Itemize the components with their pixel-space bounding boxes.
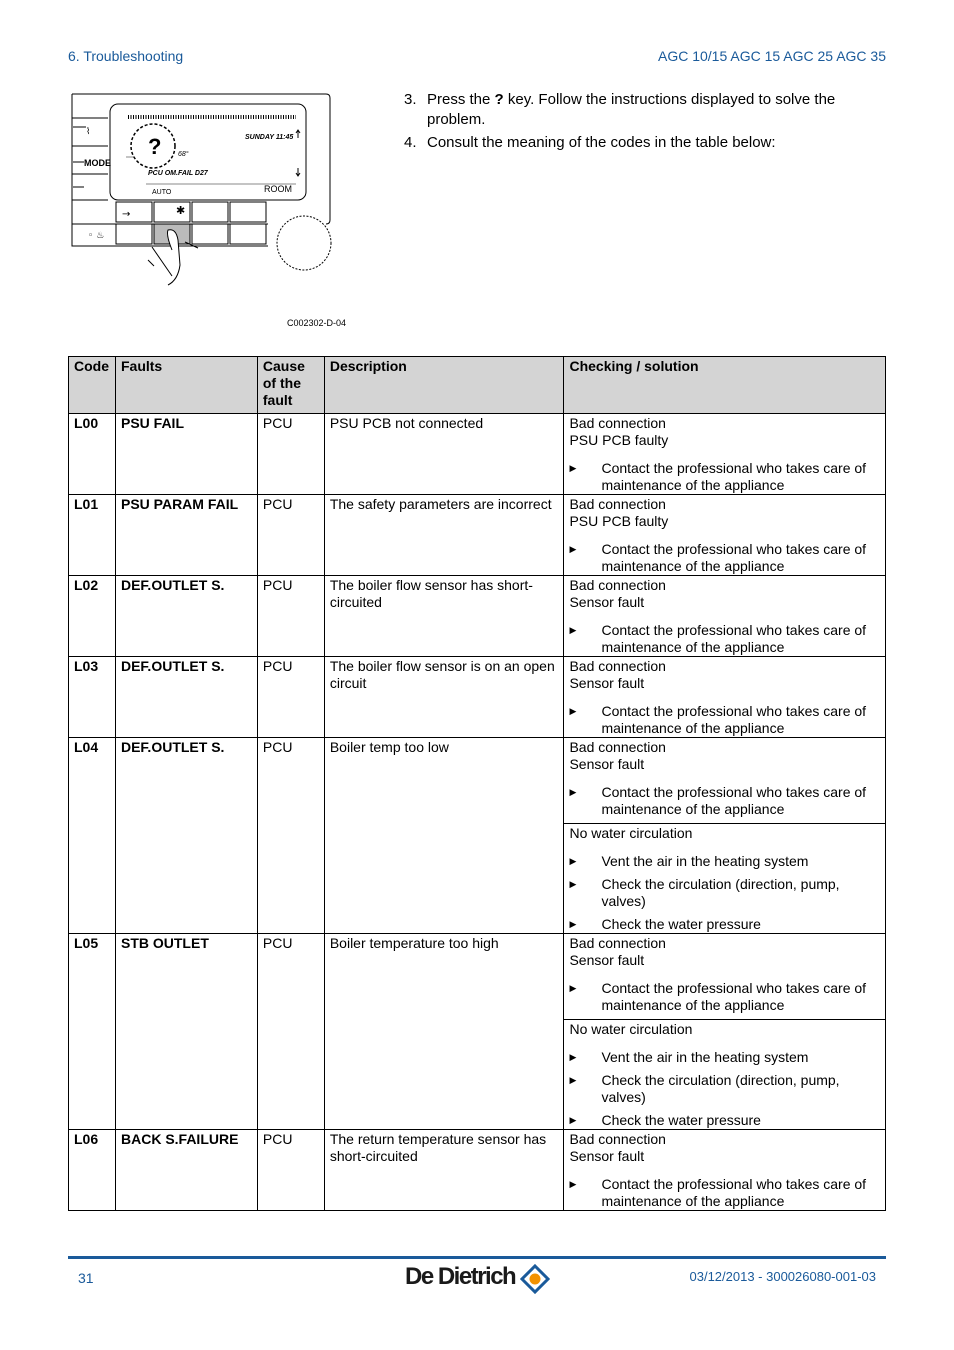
- fault-description: The boiler flow sensor has short-circuited: [324, 576, 564, 657]
- solution-block: [569, 739, 880, 818]
- chimney-sweep-icon: ◦ ♨: [88, 231, 105, 241]
- fault-cause: PCU: [257, 576, 324, 657]
- fault-cause: PCU: [257, 1130, 324, 1211]
- solution-block: [569, 496, 880, 575]
- col-description: Description: [324, 357, 564, 414]
- fault-codes-table: [68, 356, 886, 1211]
- help-key: ?: [494, 91, 504, 108]
- display-mode-right: ROOM: [264, 184, 292, 194]
- fault-solution: [564, 657, 886, 738]
- brand-diamond-icon: [520, 1264, 550, 1294]
- display-mode-left: AUTO: [152, 189, 172, 196]
- solution-action: ▶ Check the water pressure: [569, 1112, 761, 1128]
- arrow-icon: →: [122, 209, 131, 220]
- table-row: [69, 414, 886, 495]
- solution-action: ▶ Vent the air in the heating system: [569, 1049, 809, 1065]
- fault-name: DEF.OUTLET S.: [115, 738, 257, 934]
- solution-action: ▶ Check the circulation (direction, pump, valves): [569, 1072, 840, 1105]
- bullet-triangle-icon: ▶: [569, 1115, 577, 1125]
- solution-cause: PSU PCB faulty: [569, 513, 669, 529]
- bullet-triangle-icon: ▶: [569, 706, 577, 716]
- bullet-triangle-icon: ▶: [569, 787, 577, 797]
- solution-cause: Bad connection: [569, 1131, 666, 1147]
- fault-solution: [564, 738, 886, 934]
- bullet-triangle-icon: ▶: [569, 919, 577, 929]
- solution-block: [564, 823, 885, 933]
- brand-logo: [405, 1262, 555, 1294]
- solution-cause: PSU PCB faulty: [569, 432, 669, 448]
- solution-cause: Bad connection: [569, 935, 666, 951]
- fault-cause: PCU: [257, 495, 324, 576]
- fault-solution: [564, 934, 886, 1130]
- control-panel-illustration: [68, 90, 358, 290]
- solution-cause: Bad connection: [569, 415, 666, 431]
- fault-code: L02: [69, 576, 116, 657]
- table-header-row: [69, 357, 886, 414]
- fault-description: Boiler temp too low: [324, 738, 564, 934]
- solution-block: [564, 1019, 885, 1129]
- fault-cause: PCU: [257, 738, 324, 934]
- fault-code: L01: [69, 495, 116, 576]
- step-4: 4. Consult the meaning of the codes in the table below:: [404, 134, 776, 151]
- help-sun-icon: ✱: [176, 204, 186, 217]
- bullet-triangle-icon: ▶: [569, 1075, 577, 1085]
- fault-code: L03: [69, 657, 116, 738]
- mode-button-label: MODE: [84, 158, 111, 168]
- solution-action: ▶ Contact the professional who takes care of maintenance of the appliance: [569, 703, 867, 736]
- fault-solution: [564, 1130, 886, 1211]
- solution-cause: Sensor fault: [569, 1148, 645, 1164]
- bullet-triangle-icon: ▶: [569, 1179, 577, 1189]
- fault-code: L04: [69, 738, 116, 934]
- table-row: [69, 934, 886, 1130]
- bullet-triangle-icon: ▶: [569, 856, 577, 866]
- col-faults: Faults: [115, 357, 257, 414]
- solution-action: ▶ Contact the professional who takes care of maintenance of the appliance: [569, 541, 867, 574]
- solution-block: [569, 415, 880, 494]
- fault-description: Boiler temperature too high: [324, 934, 564, 1130]
- fault-cause: PCU: [257, 934, 324, 1130]
- table-row: [69, 657, 886, 738]
- fault-cause: PCU: [257, 657, 324, 738]
- display-code: PCU OM.FAIL D27: [148, 170, 208, 177]
- step-3: 3. Press the ? key. Follow the instructions displayed to solve the problem.: [404, 91, 836, 128]
- solution-block: [569, 1131, 880, 1210]
- fault-name: PSU FAIL: [115, 414, 257, 495]
- fault-name: DEF.OUTLET S.: [115, 657, 257, 738]
- solution-cause: Bad connection: [569, 658, 666, 674]
- bullet-triangle-icon: ▶: [569, 1052, 577, 1062]
- bullet-triangle-icon: ▶: [569, 879, 577, 889]
- solution-cause: Bad connection: [569, 577, 666, 593]
- display-day-time: SUNDAY 11:45: [245, 134, 294, 141]
- table-row: [69, 1130, 886, 1211]
- fault-code: L00: [69, 414, 116, 495]
- fault-solution: [564, 414, 886, 495]
- header-models: AGC 10/15 AGC 15 AGC 25 AGC 35: [657, 48, 886, 64]
- table-row: [69, 495, 886, 576]
- solution-action: ▶ Contact the professional who takes care of maintenance of the appliance: [569, 980, 867, 1013]
- solution-action: ▶ Check the circulation (direction, pump, valves): [569, 876, 840, 909]
- solution-cause: Sensor fault: [569, 594, 645, 610]
- solution-action: ▶ Vent the air in the heating system: [569, 853, 809, 869]
- fault-solution: [564, 495, 886, 576]
- table-row: [69, 576, 886, 657]
- solution-action: ▶ Check the water pressure: [569, 916, 761, 932]
- solution-cause: Sensor fault: [569, 675, 645, 691]
- fault-name: BACK S.FAILURE: [115, 1130, 257, 1211]
- brand-name: De Dietrich: [405, 1263, 516, 1290]
- display-temp: 68°: [178, 151, 189, 158]
- col-code: Code: [69, 357, 116, 414]
- fault-description: PSU PCB not connected: [324, 414, 564, 495]
- fault-name: DEF.OUTLET S.: [115, 576, 257, 657]
- bullet-triangle-icon: ▶: [569, 625, 577, 635]
- fault-solution: [564, 576, 886, 657]
- fault-name: PSU PARAM FAIL: [115, 495, 257, 576]
- bullet-triangle-icon: ▶: [569, 463, 577, 473]
- solution-block: [569, 658, 880, 737]
- col-cause: Cause of the fault: [257, 357, 324, 414]
- fault-code: L06: [69, 1130, 116, 1211]
- solution-block: [569, 935, 880, 1014]
- bullet-triangle-icon: ▶: [569, 544, 577, 554]
- fault-description: The safety parameters are incorrect: [324, 495, 564, 576]
- fault-description: The boiler flow sensor is on an open circuit: [324, 657, 564, 738]
- solution-cause: No water circulation: [569, 825, 693, 841]
- fault-description: The return temperature sensor has short-circuited: [324, 1130, 564, 1211]
- solution-action: ▶ Contact the professional who takes care of maintenance of the appliance: [569, 460, 867, 493]
- figure-caption: C002302-D-04: [287, 318, 347, 328]
- solution-cause: No water circulation: [569, 1021, 693, 1037]
- table-row: [69, 738, 886, 934]
- question-mark-glyph: ?: [148, 134, 162, 159]
- fault-code: L05: [69, 934, 116, 1130]
- fault-cause: PCU: [257, 414, 324, 495]
- solution-action: ▶ Contact the professional who takes care of maintenance of the appliance: [569, 1176, 867, 1209]
- solution-cause: Bad connection: [569, 496, 666, 512]
- header-section: 6. Troubleshooting: [68, 48, 184, 64]
- fault-name: STB OUTLET: [115, 934, 257, 1130]
- page-number: 31: [78, 1270, 94, 1286]
- bullet-triangle-icon: ▶: [569, 983, 577, 993]
- document-reference: 03/12/2013 - 300026080-001-03: [689, 1269, 876, 1284]
- solution-cause: Bad connection: [569, 739, 666, 755]
- solution-cause: Sensor fault: [569, 756, 645, 772]
- solution-cause: Sensor fault: [569, 952, 645, 968]
- col-solution: Checking / solution: [564, 357, 886, 414]
- instruction-steps: [404, 90, 884, 156]
- solution-block: [569, 577, 880, 656]
- svg-text:⌇: ⌇: [86, 126, 91, 136]
- footer-rule: [68, 1256, 886, 1259]
- solution-action: ▶ Contact the professional who takes care of maintenance of the appliance: [569, 622, 867, 655]
- solution-action: ▶ Contact the professional who takes care of maintenance of the appliance: [569, 784, 867, 817]
